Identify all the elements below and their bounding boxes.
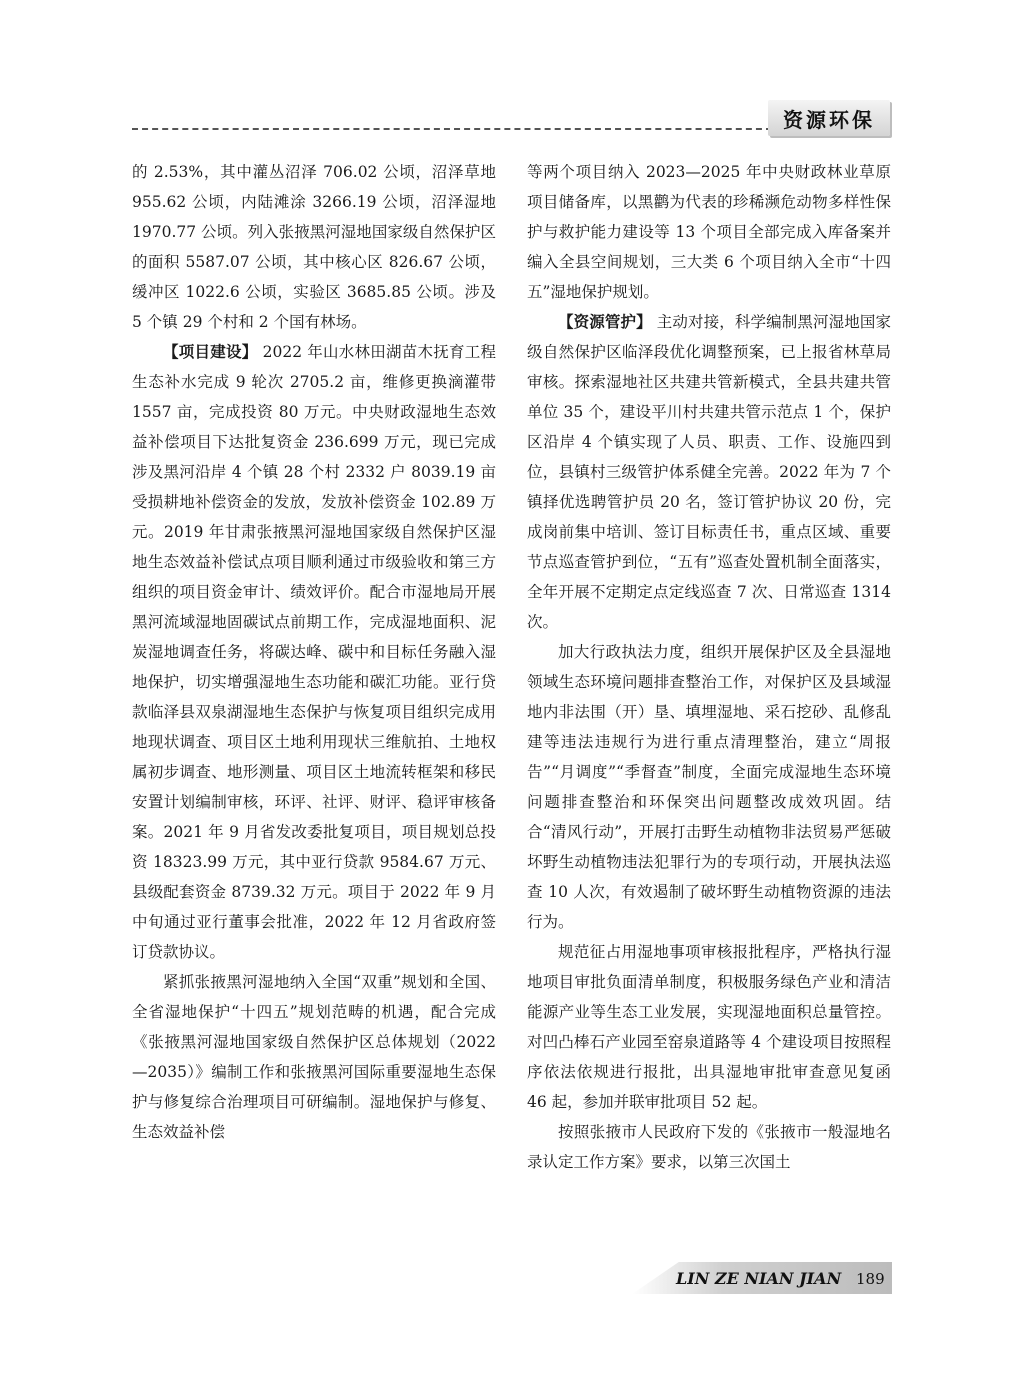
paragraph: 紧抓张掖黑河湿地纳入全国“双重”规划和全国、全省湿地保护“十四五”规划范畴的机遇，配合完成《张掖黑河湿地国家级自然保护区总体规划（2022—2035）》编制工作和张掖黑河国际重要湿地生态保护与修复综合治理项目可研编制。湿地保护与修复、生态效益补偿 [132,973,496,1141]
paragraph: 按照张掖市人民政府下发的《张掖市一般湿地名录认定工作方案》要求，以第三次国土 [527,1123,891,1171]
paragraph-text: 2022 年山水林田湖苗木抚育工程生态补水完成 9 轮次 2705.2 亩，维修更换滴灌带 1557 亩，完成投资 80 万元。中央财政湿地生态效益补偿项目下达批复资金 236.699 万元，现已完成涉及黑河沿岸 4 个镇 28 个村 2332 户 8039.19 亩受损耕地补偿资金的发放，发放补偿资金 102.89 万元。2019 年甘肃张掖黑河湿地国家级自然保护区湿地生态效益补偿试点项目顺利通过市级验收和第三方组织的项目资金审计、绩效评价。配合市湿地局开展黑河流域湿地固碳试点前期工作，完成湿地面积、泥炭湿地调查任务，将碳达峰、碳中和目标任务融入湿地保护，切实增强湿地生态功能和碳汇功能。亚行贷款临泽县双泉湖湿地生态保护与恢复项目组织完成用地现状调查、项目区土地利用现状三维航拍、土地权属初步调查、地形测量、项目区土地流转框架和移民安置计划编制审核，环评、社评、财评、稳评审核备案。2021 年 9 月省发改委批复项目，项目规划总投资 18323.99 万元，其中亚行贷款 9584.67 万元、县级配套资金 8739.32 万元。项目于 2022 年 9 月中旬通过亚行董事会批准，2022 年 12 月省政府签订贷款协议。 [132,343,496,961]
paragraph-resource-management [527,307,891,637]
section-title: 资源环保 [768,100,890,136]
paragraph: 规范征占用湿地事项审核报批程序，严格执行湿地项目审批负面清单制度，积极服务绿色产业和清洁能源产业等生态工业发展，实现湿地面积总量管控。对凹凸棒石产业园至窑泉道路等 4 个建设项目按照程序依法依规进行报批，出具湿地审批审查意见复函 46 起，参加并联审批项目 52 起。 [527,943,891,1111]
page-number: 189 [856,1270,885,1288]
section-tag: 【资源管护】 [558,312,652,331]
header-dashed-rule [132,128,772,130]
left-column [132,157,496,1147]
section-tag: 【项目建设】 [163,342,258,361]
paragraph: 等两个项目纳入 2023—2025 年中央财政林业草原项目储备库，以黑鹳为代表的珍稀濒危动物多样性保护与救护能力建设等 13 个项目全部完成入库备案并编入全县空间规划，三大类 6 个项目纳入全市“十四五”湿地保护规划。 [527,163,891,301]
paragraph-text: 主动对接，科学编制黑河湿地国家级自然保护区临泽段优化调整预案，已上报省林草局审核。探索湿地社区共建共管新模式，全县共建共管单位 35 个，建设平川村共建共管示范点 1 个，保护区沿岸 4 个镇实现了人员、职责、工作、设施四到位，县镇村三级管护体系健全完善。2022 年为 7 个镇择优选聘管护员 20 名，签订管护协议 20 份，完成岗前集中培训、签订目标责任书，重点区域、重要节点巡查管护到位，“五有”巡查处置机制全面落实，全年开展不定期定点定线巡查 7 次、日常巡查 1314 次。 [527,313,891,631]
right-column [527,157,891,1177]
paragraph: 加大行政执法力度，组织开展保护区及全县湿地领域生态环境问题排查整治工作，对保护区及县域湿地内非法围（开）垦、填埋湿地、采石挖砂、乱修乱建等违法违规行为进行重点清理整治，建立“周报告”“月调度”“季督查”制度，全面完成湿地生态环境问题排查整治和环保突出问题整改成效巩固。结合“清风行动”，开展打击野生动植物非法贸易严惩破坏野生动植物违法犯罪行为的专项行动，开展执法巡查 10 人次，有效遏制了破坏野生动植物资源的违法行为。 [527,643,891,931]
paragraph: 的 2.53%，其中灌丛沼泽 706.02 公顷，沼泽草地 955.62 公顷，内陆滩涂 3266.19 公顷，沼泽湿地 1970.77 公顷。列入张掖黑河湿地国家级自然保护区的面积 5587.07 公顷，其中核心区 826.67 公顷，缓冲区 1022.6 公顷，实验区 3685.85 公顷。涉及 5 个镇 29 个村和 2 个国有林场。 [132,163,496,331]
journal-name: LIN ZE NIAN JIAN [676,1269,842,1288]
paragraph-project-construction [132,337,496,967]
